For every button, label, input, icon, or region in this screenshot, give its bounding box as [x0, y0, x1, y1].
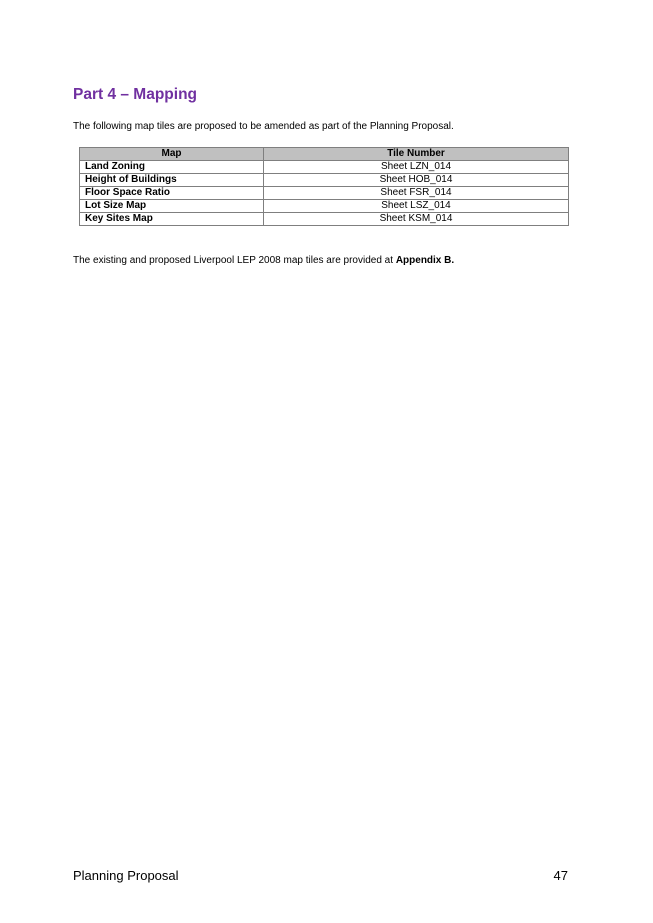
closing-paragraph [73, 254, 454, 267]
table-row [80, 161, 569, 174]
map-name-cell: Land Zoning [80, 161, 264, 174]
tile-number-cell: Sheet KSM_014 [264, 213, 569, 226]
table-row [80, 200, 569, 213]
closing-text: The existing and proposed Liverpool LEP 2008 map tiles are provided at [73, 255, 396, 266]
tile-number-cell: Sheet LSZ_014 [264, 200, 569, 213]
table-row [80, 187, 569, 200]
page-heading: Part 4 – Mapping [73, 86, 198, 103]
map-name-cell: Floor Space Ratio [80, 187, 264, 200]
tile-number-cell: Sheet FSR_014 [264, 187, 569, 200]
table-row [80, 213, 569, 226]
map-name-cell: Lot Size Map [80, 200, 264, 213]
tile-number-cell: Sheet LZN_014 [264, 161, 569, 174]
table-row [80, 174, 569, 187]
column-header-tile-number: Tile Number [264, 148, 569, 161]
page-number: 47 [553, 868, 568, 883]
column-header-map: Map [80, 148, 264, 161]
map-name-cell: Height of Buildings [80, 174, 264, 187]
map-name-cell: Key Sites Map [80, 213, 264, 226]
footer-title: Planning Proposal [73, 868, 179, 883]
table-header-row [80, 148, 569, 161]
appendix-reference: Appendix B. [395, 255, 455, 266]
intro-paragraph: The following map tiles are proposed to be amended as part of the Planning Proposal. [73, 121, 454, 132]
tile-number-cell: Sheet HOB_014 [264, 174, 569, 187]
map-tiles-table [79, 147, 569, 226]
